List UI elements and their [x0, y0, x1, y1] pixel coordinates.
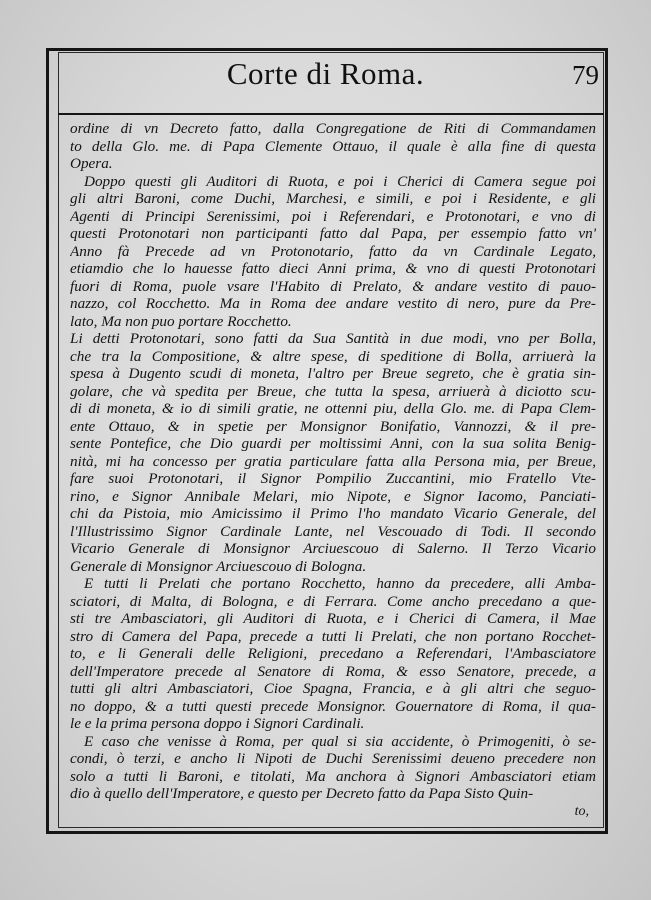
text-line: Agenti di Principi Serenissimi, poi i Referendari, e Protonotari, e vno di	[70, 207, 596, 225]
text-line: golare, che và spedita per Breue, che tutta la spesa, arriuerà à diciotto scu-	[70, 382, 596, 400]
text-line: che tra la Compositione, & altre spese, di speditione di Bolla, arriuerà la	[70, 347, 596, 365]
text-line: to della Glo. me. di Papa Clemente Ottauo, il quale è alla fine di questa	[70, 137, 596, 155]
text-line: le e la prima persona doppo i Signori Cardinali.	[70, 715, 365, 732]
paragraph	[70, 120, 596, 173]
running-head: Corte di Roma.	[226, 56, 425, 91]
text-line: dell'Imperatore precede al Senatore di Roma, & esso Senatore, precede, a	[70, 662, 596, 680]
text-line: Doppo questi gli Auditori di Ruota, e poi i Cherici di Camera segue poi	[84, 172, 596, 190]
text-line: ente Ottauo, & in spetie per Monsignor Bonifatio, Vannozzi, & il pre-	[70, 417, 596, 435]
text-line: nità, mi ha concesso per gratia particulare fatta alla Persona mia, per Breue,	[70, 452, 596, 470]
text-line: solo a tutti li Baroni, e titolati, Ma anchora à Signori Ambasciatori etiam	[70, 767, 596, 785]
text-line: gli altri Baroni, come Duchi, Marchesi, e simili, e poi i Residente, e gli	[70, 190, 596, 207]
text-line: tutti gli altri Ambasciatori, Cioe Spagna, Francia, e à gli altri che seguo-	[70, 680, 596, 697]
text-line: no doppo, & a tutti questi precede Monsignor. Gouernatore di Roma, il qua-	[70, 697, 596, 715]
paragraph	[70, 733, 596, 803]
text-line: Generale di Monsignor Arciuescouo di Bologna.	[70, 557, 367, 575]
paragraph	[70, 330, 596, 575]
text-line: etiamdio che lo hauesse fatto dieci Anni prima, & vno di questi Protonotari	[70, 260, 596, 277]
text-line: sciatori, di Malta, di Bologna, e di Ferrara. Come ancho precedano a que-	[70, 592, 596, 610]
text-line: fuori di Roma, puole vsare l'Habito di Prelato, & andare vestito di pauo-	[70, 277, 596, 295]
text-line: sente Pontefice, che Dio guardi per moltissimi Anni, con la sua solita Benig-	[70, 435, 596, 452]
text-line: E caso che venisse à Roma, per qual si sia accidente, ò Primogeniti, ò se-	[84, 732, 596, 750]
header-rule	[58, 113, 604, 115]
text-line: l'Illustrissimo Signor Cardinale Lante, nel Vescouado di Todi. Il secondo	[70, 522, 596, 540]
text-line: questi Protonotari non participanti fatto dal Papa, per essempio fatto vn'	[70, 225, 596, 242]
paragraph	[70, 173, 596, 331]
text-line: lato, Ma non puo portare Rocchetto.	[70, 312, 292, 330]
catchword: to,	[574, 804, 589, 819]
text-line: nazzo, col Rocchetto. Ma in Roma dee andare vestito di nero, pure da Pre-	[70, 295, 596, 312]
text-line: chi da Pistoia, mio Amicissimo il Primo l'ho mandato Vicario Generale, del	[70, 505, 596, 522]
text-line: stro di Camera del Papa, precede a tutti li Prelati, che non portano Rocchet-	[70, 627, 596, 645]
text-line: Vicario Generale di Monsignor Arciuescouo di Salerno. Il Terzo Vicario	[70, 540, 596, 557]
text-line: ordine di vn Decreto fatto, dalla Congregatione de Riti di Commandamen	[70, 120, 596, 137]
page-number: 79	[572, 60, 599, 90]
text-line: Anno fà Precede ad vn Protonotario, fatto da vn Cardinale Legato,	[70, 242, 596, 260]
text-line: E tutti li Prelati che portano Rocchetto, hanno da precedere, alli Amba-	[84, 575, 596, 592]
text-line: to, e li Generali delle Religioni, precedano a Referendari, l'Ambasciatore	[70, 645, 596, 662]
text-line: di di moneta, & io di simili gratie, ne ottenni piu, della Glo. me. di Papa Clem-	[70, 400, 596, 417]
text-line: sti tre Ambasciatori, gli Auditori di Ruota, e i Cherici di Camera, il Mae	[70, 610, 596, 627]
text-line: dio à quello dell'Imperatore, e questo per Decreto fatto da Papa Sisto Quin-	[70, 785, 534, 802]
text-line: rino, e Signor Annibale Melari, mio Nipote, e Signor Iacomo, Panciati-	[70, 487, 596, 505]
text-line: fare suoi Protonotari, il Signor Pompilio Zuccantini, mio Fratello Vte-	[70, 470, 596, 487]
text-line: spesa à Dugento scudi di moneta, l'altro per Breue segreto, che è gratia sin-	[70, 365, 596, 382]
text-line: Opera.	[70, 155, 113, 172]
text-line: condi, ò terzi, e ancho li Nipoti de Duchi Serenissimi deueno precedere non	[70, 750, 596, 767]
paragraph	[70, 575, 596, 733]
body-text	[70, 120, 596, 820]
text-line: Li detti Protonotari, sono fatti da Sua Santità in due modi, vno per Bolla,	[70, 330, 596, 347]
